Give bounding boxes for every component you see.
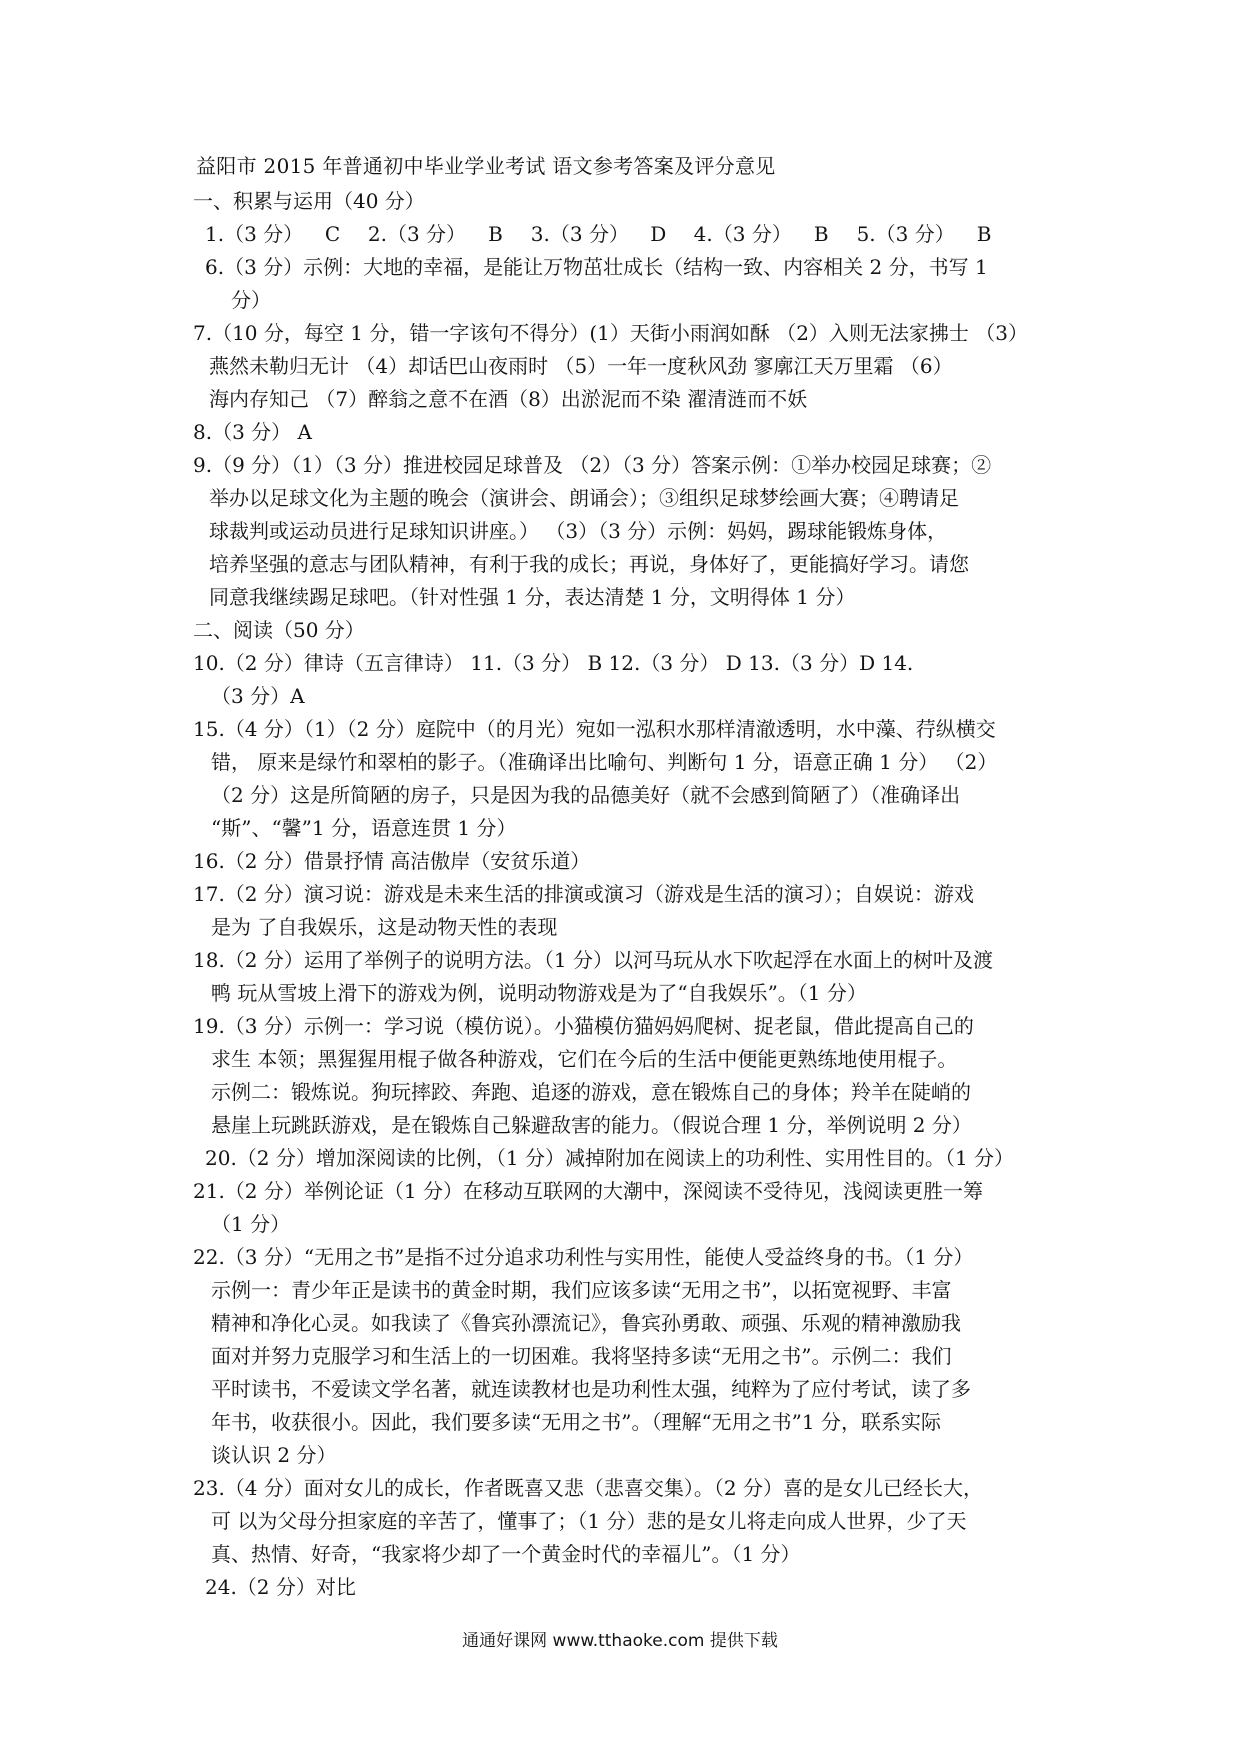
answer-q19-line1: 19.（3 分）示例一：学习说（模仿说）。小猫模仿猫妈妈爬树、捉老鼠，借此提高自己的 bbox=[193, 1014, 974, 1038]
answer-q22-line7: 谈认识 2 分） bbox=[211, 1443, 337, 1467]
answer-q22-line4: 面对并努力克服学习和生活上的一切困难。我将坚持多读“无用之书”。示例二：我们 bbox=[211, 1344, 952, 1368]
q5-score: 5.（3 分） bbox=[856, 222, 955, 246]
answer-q7-line2: 燕然未勒归无计 （4）却话巴山夜雨时 （5）一年一度秋风劲 寥廓江天万里霜 （6） bbox=[209, 354, 953, 378]
q4-answer: B bbox=[813, 222, 829, 246]
answer-q6-line2: 分） bbox=[231, 288, 271, 312]
answer-q10-14-line2: （3 分）A bbox=[211, 684, 305, 708]
answer-q21-line1: 21.（2 分）举例论证（1 分）在移动互联网的大潮中，深阅读不受待见，浅阅读更胜一筹 bbox=[193, 1179, 983, 1203]
answer-q1-5 bbox=[205, 218, 1055, 251]
answer-q17-line1: 17.（2 分）演习说：游戏是未来生活的排演或演习（游戏是生活的演习）；自娱说：游戏 bbox=[193, 882, 974, 906]
answer-q22-line6: 年书，收获很小。因此，我们要多读“无用之书”。（理解“无用之书”1 分，联系实际 bbox=[211, 1410, 941, 1434]
answer-q15-line3: （2 分）这是所简陋的房子，只是因为我的品德美好（就不会感到简陋了）（准确译出 bbox=[211, 783, 961, 807]
q5-answer: B bbox=[976, 222, 992, 246]
answer-q18-line1: 18.（2 分）运用了举例子的说明方法。（1 分）以河马玩从水下吹起浮在水面上的树叶及渡 bbox=[193, 948, 993, 972]
answer-q9-line5: 同意我继续踢足球吧。（针对性强 1 分，表达清楚 1 分，文明得体 1 分） bbox=[209, 585, 856, 609]
answer-q15-line1: 15.（4 分）（1）（2 分）庭院中（的月光）宛如一泓积水那样清澈透明，水中藻、荇纵横交 bbox=[193, 717, 996, 741]
q3-score: 3.（3 分） bbox=[530, 222, 629, 246]
section-heading-accumulation: 一、积累与运用（40 分） bbox=[193, 189, 425, 213]
section-heading-reading: 二、阅读（50 分） bbox=[193, 618, 365, 642]
answer-q22-line3: 精神和净化心灵。如我读了《鲁宾孙漂流记》，鲁宾孙勇敢、顽强、乐观的精神激励我 bbox=[211, 1311, 961, 1335]
answer-q23-line3: 真、热情、好奇，“我家将少却了一个黄金时代的幸福儿”。（1 分） bbox=[211, 1542, 801, 1566]
answer-q18-line2: 鸭 玩从雪坡上滑下的游戏为例，说明动物游戏是为了“自我娱乐”。（1 分） bbox=[211, 981, 867, 1005]
q2-answer: B bbox=[488, 222, 503, 246]
q1-answer: C bbox=[324, 222, 341, 246]
q2-score: 2.（3 分） bbox=[367, 222, 467, 246]
q3-answer: D bbox=[650, 222, 667, 246]
answer-content bbox=[193, 185, 1055, 1604]
answer-q8: 8.（3 分） A bbox=[193, 420, 312, 444]
answer-q24: 24.（2 分）对比 bbox=[205, 1575, 356, 1599]
answer-q6-line1: 6.（3 分）示例：大地的幸福，是能让万物茁壮成长（结构一致、内容相关 2 分，书写 1 bbox=[205, 255, 988, 279]
footer-source-note: 通通好课网 www.tthaoke.com 提供下载 bbox=[462, 1631, 778, 1651]
answer-q22-line2: 示例一：青少年正是读书的黄金时期，我们应该多读“无用之书”，以拓宽视野、丰富 bbox=[211, 1278, 952, 1302]
answer-q22-line1: 22.（3 分）“无用之书”是指不过分追求功利性与实用性，能使人受益终身的书。（1 分） bbox=[193, 1245, 974, 1269]
q1-score: 1.（3 分） bbox=[205, 222, 304, 246]
answer-q9-line2: 举办以足球文化为主题的晚会（演讲会、朗诵会）；③组织足球梦绘画大赛；④聘请足 bbox=[209, 486, 959, 510]
answer-q17-line2: 是为 了自我娱乐，这是动物天性的表现 bbox=[211, 915, 558, 939]
answer-q19-line4: 悬崖上玩跳跃游戏，是在锻炼自己躲避敌害的能力。（假说合理 1 分，举例说明 2 分） bbox=[211, 1113, 972, 1137]
answer-q10-14-line1: 10.（2 分）律诗（五言律诗） 11.（3 分） B 12.（3 分） D 13.（3 分）D 14. bbox=[193, 651, 914, 675]
answer-q16: 16.（2 分）借景抒情 高洁傲岸（安贫乐道） bbox=[193, 849, 591, 873]
answer-q23-line1: 23.（4 分）面对女儿的成长，作者既喜又悲（悲喜交集）。（2 分）喜的是女儿已经长大， bbox=[193, 1476, 983, 1500]
document-title: 益阳市 2015 年普通初中毕业学业考试 语文参考答案及评分意见 bbox=[196, 154, 776, 178]
answer-q22-line5: 平时读书，不爱读文学名著，就连读教材也是功利性太强，纯粹为了应付考试，读了多 bbox=[211, 1377, 971, 1401]
answer-q23-line2: 可 以为父母分担家庭的辛苦了，懂事了；（1 分）悲的是女儿将走向成人世界，少了天 bbox=[211, 1509, 967, 1533]
answer-q15-line4: “斯”、“馨”1 分，语意连贯 1 分） bbox=[211, 816, 517, 840]
answer-q7-line3: 海内存知己 （7）醉翁之意不在酒（8）出淤泥而不染 濯清涟而不妖 bbox=[209, 387, 808, 411]
answer-q20: 20.（2 分）增加深阅读的比例，（1 分）减掉附加在阅读上的功利性、实用性目的。（1 分） bbox=[205, 1146, 1015, 1170]
answer-q21-line2: （1 分） bbox=[211, 1212, 291, 1236]
answer-q15-line2: 错， 原来是绿竹和翠柏的影子。（准确译出比喻句、判断句 1 分，语意正确 1 分） （2） bbox=[211, 750, 998, 774]
q4-score: 4.（3 分） bbox=[693, 222, 792, 246]
answer-q7-line1: 7.（10 分，每空 1 分，错一字该句不得分）(1）天街小雨润如酥 （2）入则无法家拂士 （3） bbox=[193, 321, 1029, 345]
answer-q9-line4: 培养坚强的意志与团队精神，有利于我的成长；再说，身体好了，更能搞好学习。请您 bbox=[209, 552, 969, 576]
answer-q9-line3: 球裁判或运动员进行足球知识讲座。） （3）（3 分）示例：妈妈，踢球能锻炼身体， bbox=[209, 519, 948, 543]
answer-q19-line3: 示例二：锻炼说。狗玩摔跤、奔跑、追逐的游戏，意在锻炼自己的身体；羚羊在陡峭的 bbox=[211, 1080, 971, 1104]
answer-q9-line1: 9.（9 分）（1）（3 分）推进校园足球普及 （2）（3 分）答案示例：①举办校园足球赛；② bbox=[193, 453, 992, 477]
answer-q19-line2: 求生 本领；黑猩猩用棍子做各种游戏，它们在今后的生活中便能更熟练地使用棍子。 bbox=[211, 1047, 958, 1071]
